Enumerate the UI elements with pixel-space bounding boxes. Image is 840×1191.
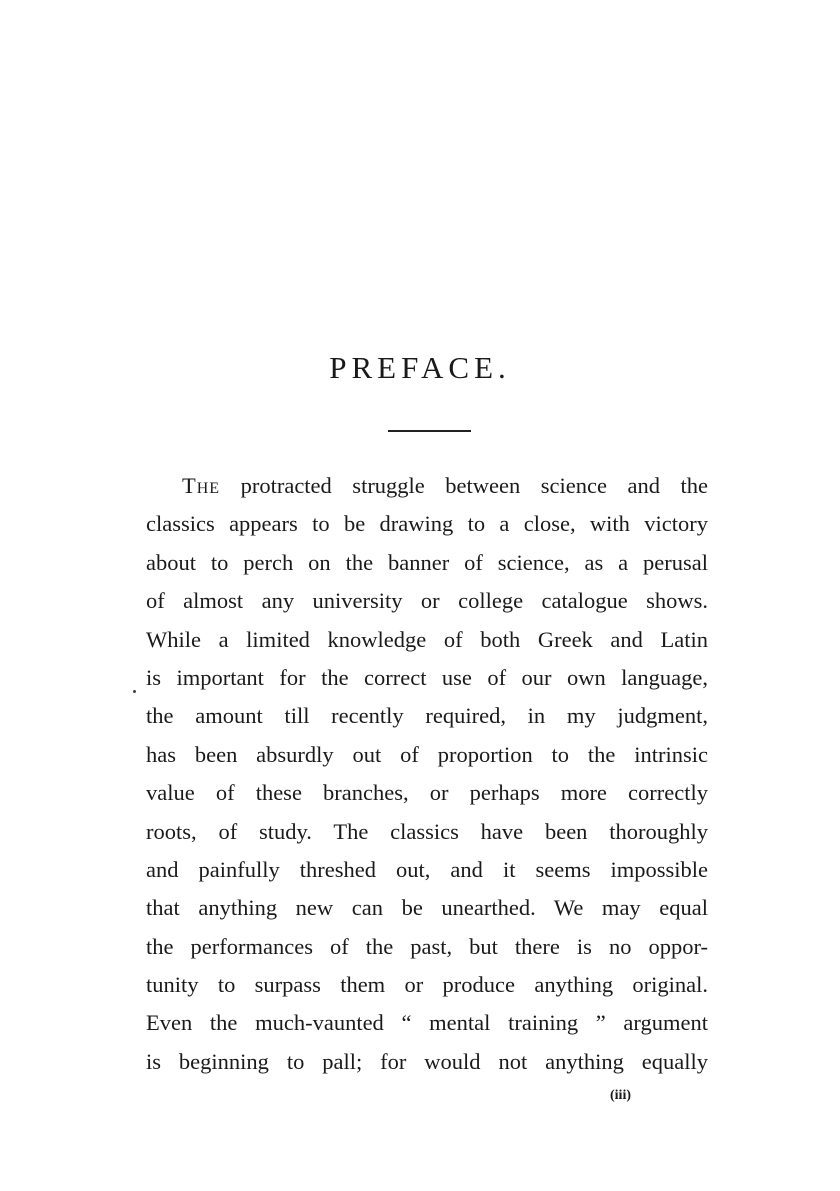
paragraph-line-4: of almost any university or college catalogue shows. xyxy=(146,588,708,614)
paragraph-line-3: about to perch on the banner of science, as a perusal xyxy=(146,549,708,575)
paragraph-line-13: the performances of the past, but there is no oppor- xyxy=(146,933,708,959)
dropcap-word: The xyxy=(182,473,221,498)
paragraph-line-9: value of these branches, or perhaps more correctly xyxy=(146,780,708,806)
paragraph-line-2: classics appears to be drawing to a close, with victory xyxy=(146,511,708,537)
ink-speck xyxy=(133,690,136,693)
paragraph-line-1 xyxy=(146,467,708,505)
paragraph-line-12: that anything new can be unearthed. We may equal xyxy=(146,895,708,921)
paragraph-line-10: roots, of study. The classics have been thoroughly xyxy=(146,818,708,844)
paragraph-line-15: Even the much-vaunted “ mental training ” argument xyxy=(146,1010,708,1036)
heading-rule xyxy=(388,430,471,432)
page-number: (iii) xyxy=(610,1088,631,1103)
paragraph-line-7: the amount till recently required, in my judgment, xyxy=(146,703,708,729)
paragraph-line-14: tunity to surpass them or produce anything original. xyxy=(146,972,708,998)
paragraph-line-16: is beginning to pall; for would not anything equally xyxy=(146,1048,708,1074)
page-heading: PREFACE. xyxy=(329,350,511,385)
paragraph-line-8: has been absurdly out of proportion to the intrinsic xyxy=(146,741,708,767)
paragraph-line-5: While a limited knowledge of both Greek and Latin xyxy=(146,626,708,652)
paragraph-line-11: and painfully threshed out, and it seems impossible xyxy=(146,856,708,882)
first-line-text: protracted struggle between science and the xyxy=(220,473,708,498)
paragraph-line-6: is important for the correct use of our own language, xyxy=(146,664,708,690)
preface-paragraph xyxy=(146,467,708,1081)
